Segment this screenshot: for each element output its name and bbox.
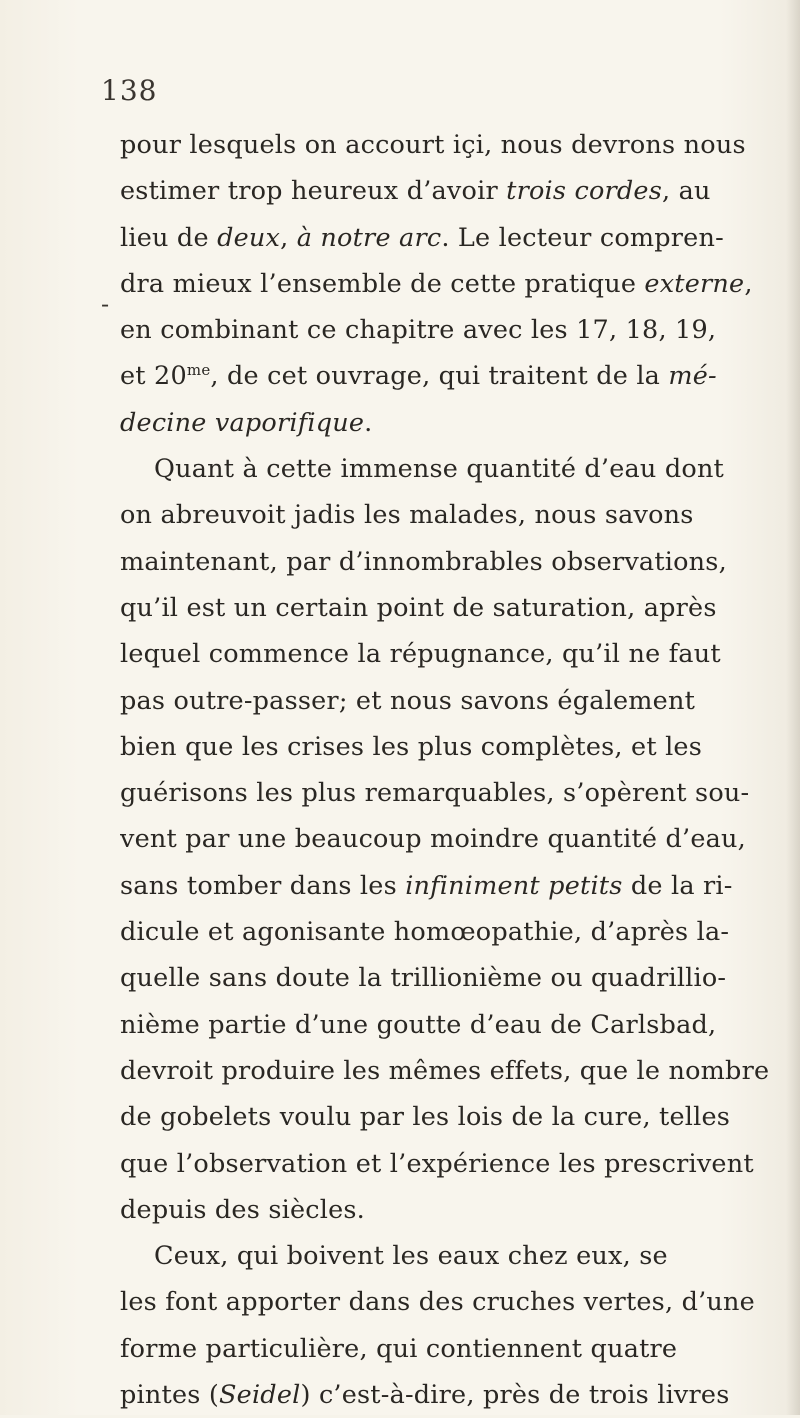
text-line [120, 724, 780, 770]
superscript-text: me [186, 361, 211, 380]
page-number: 138 [101, 74, 158, 107]
text-line [120, 585, 780, 631]
text-segment: de la ri- [622, 870, 733, 901]
text-line [120, 770, 780, 816]
text-segment: nième partie d’une goutte d’eau de Carlsbad, [120, 1009, 717, 1040]
text-segment: dicule et agonisante homœopathie, d’après la- [120, 917, 730, 948]
text-segment: ) c’est-à-dire, près de trois livres [300, 1380, 730, 1411]
text-line [120, 446, 780, 492]
text-segment: , [280, 222, 297, 253]
text-line [120, 1326, 780, 1372]
text-segment: forme particulière, qui contiennent quatre [120, 1333, 678, 1364]
text-segment: quelle sans doute la trillionième ou quadrillio- [120, 963, 727, 994]
text-line [120, 1094, 780, 1140]
text-line [120, 1187, 780, 1233]
text-segment: qu’il est un certain point de saturation, après [120, 592, 717, 623]
text-segment: maintenant, par d’innombrables observations, [120, 546, 727, 577]
text-segment: Ceux, qui boivent les eaux chez eux, se [154, 1241, 668, 1272]
text-line [120, 492, 780, 538]
text-segment: on abreuvoit jadis les malades, nous savons [120, 500, 694, 531]
text-line [120, 1048, 780, 1094]
text-line [120, 1141, 780, 1187]
text-line [120, 816, 780, 862]
text-line [120, 1002, 780, 1048]
text-segment: lieu de [120, 222, 218, 253]
text-line [120, 122, 780, 168]
text-segment: les font apporter dans des cruches vertes, d’une [120, 1287, 755, 1318]
text-segment: que l’observation et l’expérience les prescrivent [120, 1148, 754, 1179]
text-segment: devroit produire les mêmes effets, que le nombre [120, 1055, 770, 1086]
text-segment: pour lesquels on accourt içi, nous devrons nous [120, 130, 746, 160]
text-segment: dra mieux l’ensemble de cette pratique [120, 268, 645, 299]
text-line [120, 353, 780, 399]
italic-text: à notre arc [296, 222, 442, 253]
text-line [120, 1279, 780, 1325]
text-segment: estimer trop heureux d’avoir [120, 176, 507, 207]
text-line [120, 215, 780, 261]
text-segment: en combinant ce chapitre avec les 17, 18, 19, [120, 315, 717, 346]
text-segment: vent par une beaucoup moindre quantité d’eau, [120, 824, 746, 855]
text-segment: lequel commence la répugnance, qu’il ne faut [120, 639, 721, 670]
italic-text: Seidel [218, 1380, 301, 1411]
body-text [120, 122, 780, 1418]
text-segment: pintes ( [120, 1380, 219, 1411]
text-line [120, 1233, 780, 1279]
text-segment: , au [662, 176, 711, 207]
italic-text: decine vaporifique [120, 407, 365, 438]
text-segment: sans tomber dans les [120, 870, 406, 901]
italic-text: mé- [668, 361, 717, 392]
text-line [120, 678, 780, 724]
text-segment: pas outre-passer; et nous savons également [120, 685, 696, 716]
text-line [120, 307, 780, 353]
text-segment: , [744, 268, 753, 299]
italic-text: trois cordes [506, 176, 663, 207]
italic-text: externe [644, 268, 745, 299]
text-segment: . [364, 407, 373, 438]
text-line [120, 631, 780, 677]
italic-text: deux [217, 222, 281, 253]
text-segment: , de cet ouvrage, qui traitent de la [210, 361, 669, 392]
text-segment: Quant à cette immense quantité d’eau dont [154, 454, 725, 485]
text-line [120, 539, 780, 585]
text-line [120, 400, 780, 446]
text-line [120, 1372, 780, 1418]
text-segment: . Le lecteur compren- [441, 222, 724, 253]
italic-text: infiniment petits [405, 870, 623, 901]
text-segment: guérisons les plus remarquables, s’opèrent sou- [120, 778, 750, 809]
text-line [120, 261, 780, 307]
page-edge-shadow [786, 0, 800, 1415]
text-segment: bien que les crises les plus complètes, et les [120, 731, 703, 762]
text-segment: depuis des siècles. [120, 1194, 365, 1225]
margin-mark: - [101, 290, 110, 318]
text-segment: de gobelets voulu par les lois de la cure, telles [120, 1102, 731, 1133]
text-line [120, 168, 780, 214]
text-line [120, 955, 780, 1001]
text-line [120, 863, 780, 909]
text-segment: et 20 [120, 361, 187, 392]
text-line [120, 909, 780, 955]
